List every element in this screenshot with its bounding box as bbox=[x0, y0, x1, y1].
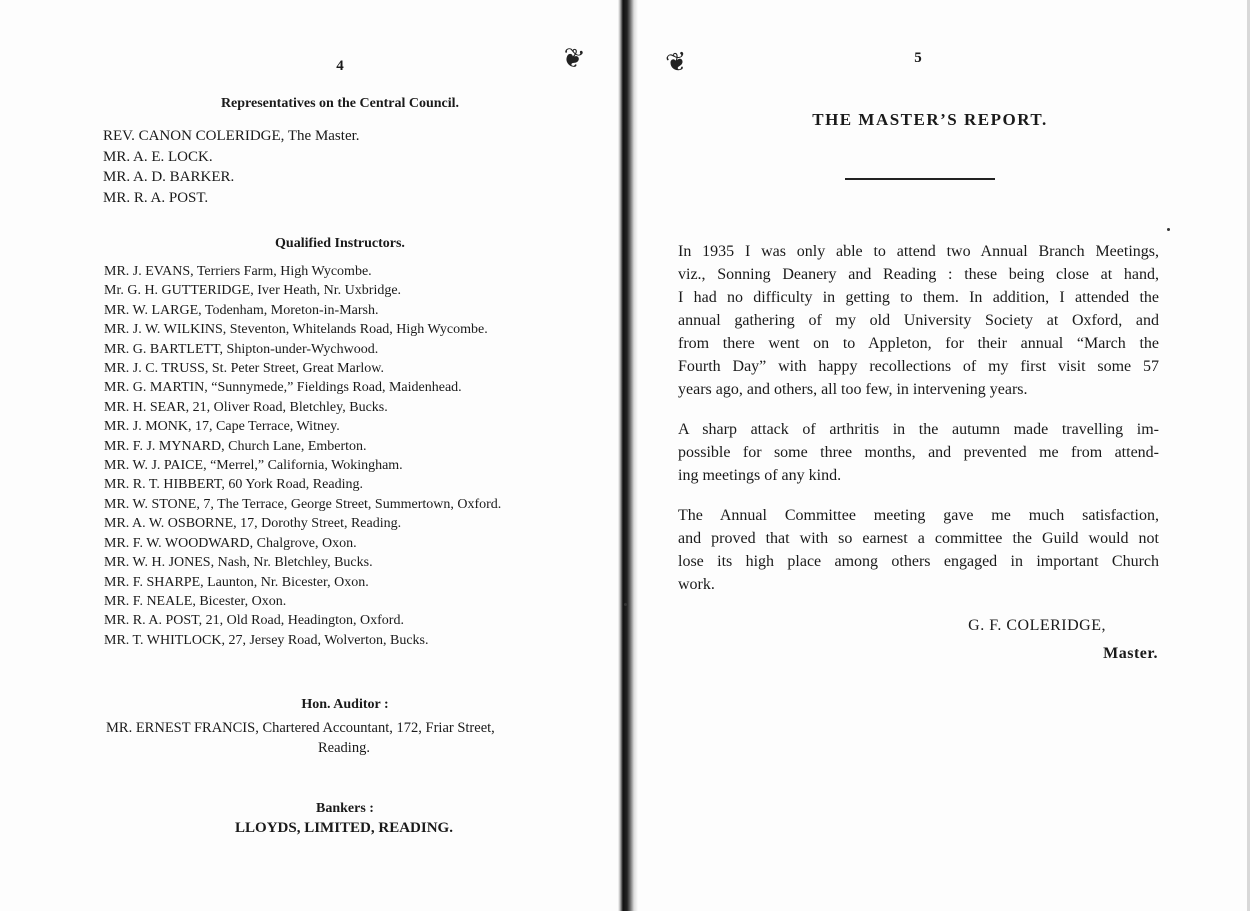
list-item: MR. T. WHITLOCK, 27, Jersey Road, Wolverton, Bucks. bbox=[104, 632, 429, 648]
list-item: Mr. G. H. GUTTERIDGE, Iver Heath, Nr. Uxbridge. bbox=[104, 283, 402, 299]
list-item: MR. G. BARTLETT, Shipton-under-Wychwood. bbox=[104, 341, 379, 357]
paragraph-line: years ago, and others, all too few, in intervening years. bbox=[678, 381, 1028, 398]
list-item: MR. W. H. JONES, Nash, Nr. Bletchley, Bucks. bbox=[104, 555, 373, 571]
list-item: MR. J. MONK, 17, Cape Terrace, Witney. bbox=[104, 419, 340, 435]
paragraph-line: The Annual Committee meeting gave me much satisfaction, bbox=[678, 507, 1159, 524]
bankers-heading: Bankers : bbox=[316, 801, 374, 816]
paragraph-line: and proved that with so earnest a committee the Guild would not bbox=[678, 530, 1159, 547]
auditor-heading: Hon. Auditor : bbox=[301, 697, 389, 712]
signature-title: Master. bbox=[1103, 645, 1158, 662]
list-item: MR. W. J. PAICE, “Merrel,” California, Wokingham. bbox=[104, 458, 403, 474]
list-item: MR. W. STONE, 7, The Terrace, George Street, Summertown, Oxford. bbox=[104, 496, 502, 512]
paragraph-line: lose its high place among others engaged in important Church bbox=[678, 553, 1159, 570]
paragraph-line: work. bbox=[678, 576, 715, 593]
list-item: MR. W. LARGE, Todenham, Moreton-in-Marsh. bbox=[104, 302, 379, 318]
representatives-list bbox=[103, 126, 360, 208]
ink-blot-mark: ❦ bbox=[663, 46, 691, 79]
list-item: REV. CANON COLERIDGE, The Master. bbox=[103, 128, 360, 144]
page-number-left: 4 bbox=[336, 58, 344, 74]
page-number-right: 5 bbox=[914, 50, 922, 66]
auditor-town: Reading. bbox=[318, 740, 370, 756]
report-title: THE MASTER’S REPORT. bbox=[812, 110, 1048, 129]
list-item: MR. G. MARTIN, “Sunnymede,” Fieldings Road, Maidenhead. bbox=[104, 380, 462, 396]
list-item: MR. R. T. HIBBERT, 60 York Road, Reading. bbox=[104, 477, 363, 493]
list-item: MR. F. W. WOODWARD, Chalgrove, Oxon. bbox=[104, 535, 357, 551]
instructors-list bbox=[104, 262, 501, 650]
list-item: MR. A. E. LOCK. bbox=[103, 148, 213, 165]
paragraph-line: from there went on to Appleton, for their annual “March the bbox=[678, 335, 1159, 352]
list-item: MR. J. C. TRUSS, St. Peter Street, Great Marlow. bbox=[104, 361, 384, 377]
report-paragraph-2 bbox=[678, 418, 1159, 487]
list-item: MR. A. W. OSBORNE, 17, Dorothy Street, Reading. bbox=[104, 516, 402, 532]
list-item: MR. F. J. MYNARD, Church Lane, Emberton. bbox=[104, 438, 367, 454]
ink-blot-mark: ❦ bbox=[558, 41, 588, 76]
bankers-name: LLOYDS, LIMITED, READING. bbox=[235, 820, 453, 836]
paragraph-line: I had no difficulty in getting to them. In addition, I attended the bbox=[678, 289, 1159, 306]
report-paragraph-1 bbox=[678, 240, 1159, 401]
signature-name: G. F. COLERIDGE, bbox=[968, 617, 1106, 634]
paragraph-line: viz., Sonning Deanery and Reading : these being close at hand, bbox=[678, 266, 1159, 283]
auditor-name: MR. ERNEST FRANCIS, Chartered Accountant, 172, Friar Street, bbox=[106, 720, 495, 736]
paragraph-line: Fourth Day” with happy recollections of my first visit some 57 bbox=[678, 358, 1159, 375]
list-item: MR. F. SHARPE, Launton, Nr. Bicester, Oxon. bbox=[104, 574, 369, 590]
list-item: MR. R. A. POST, 21, Old Road, Headington, Oxford. bbox=[104, 613, 404, 629]
report-paragraph-3 bbox=[678, 504, 1159, 596]
paragraph-line: possible for some three months, and prevented me from attend- bbox=[678, 444, 1159, 461]
list-item: MR. R. A. POST. bbox=[103, 189, 209, 206]
speck bbox=[1167, 228, 1170, 231]
list-item: MR. J. W. WILKINS, Steventon, Whitelands Road, High Wycombe. bbox=[104, 322, 488, 338]
paragraph-line: annual gathering of my old University Society at Oxford, and bbox=[678, 312, 1159, 329]
paragraph-line: In 1935 I was only able to attend two Annual Branch Meetings, bbox=[678, 243, 1159, 260]
speck bbox=[624, 603, 627, 606]
list-item: MR. H. SEAR, 21, Oliver Road, Bletchley, Bucks. bbox=[104, 399, 388, 415]
list-item: MR. J. EVANS, Terriers Farm, High Wycombe. bbox=[104, 264, 372, 279]
title-divider bbox=[845, 178, 995, 180]
paragraph-line: ing meetings of any kind. bbox=[678, 467, 842, 484]
book-gutter bbox=[618, 0, 638, 911]
paragraph-line: A sharp attack of arthritis in the autumn made travelling im- bbox=[678, 421, 1159, 438]
representatives-heading: Representatives on the Central Council. bbox=[220, 96, 460, 111]
list-item: MR. A. D. BARKER. bbox=[103, 169, 235, 185]
instructors-heading: Qualified Instructors. bbox=[275, 236, 405, 251]
list-item: MR. F. NEALE, Bicester, Oxon. bbox=[104, 593, 287, 609]
